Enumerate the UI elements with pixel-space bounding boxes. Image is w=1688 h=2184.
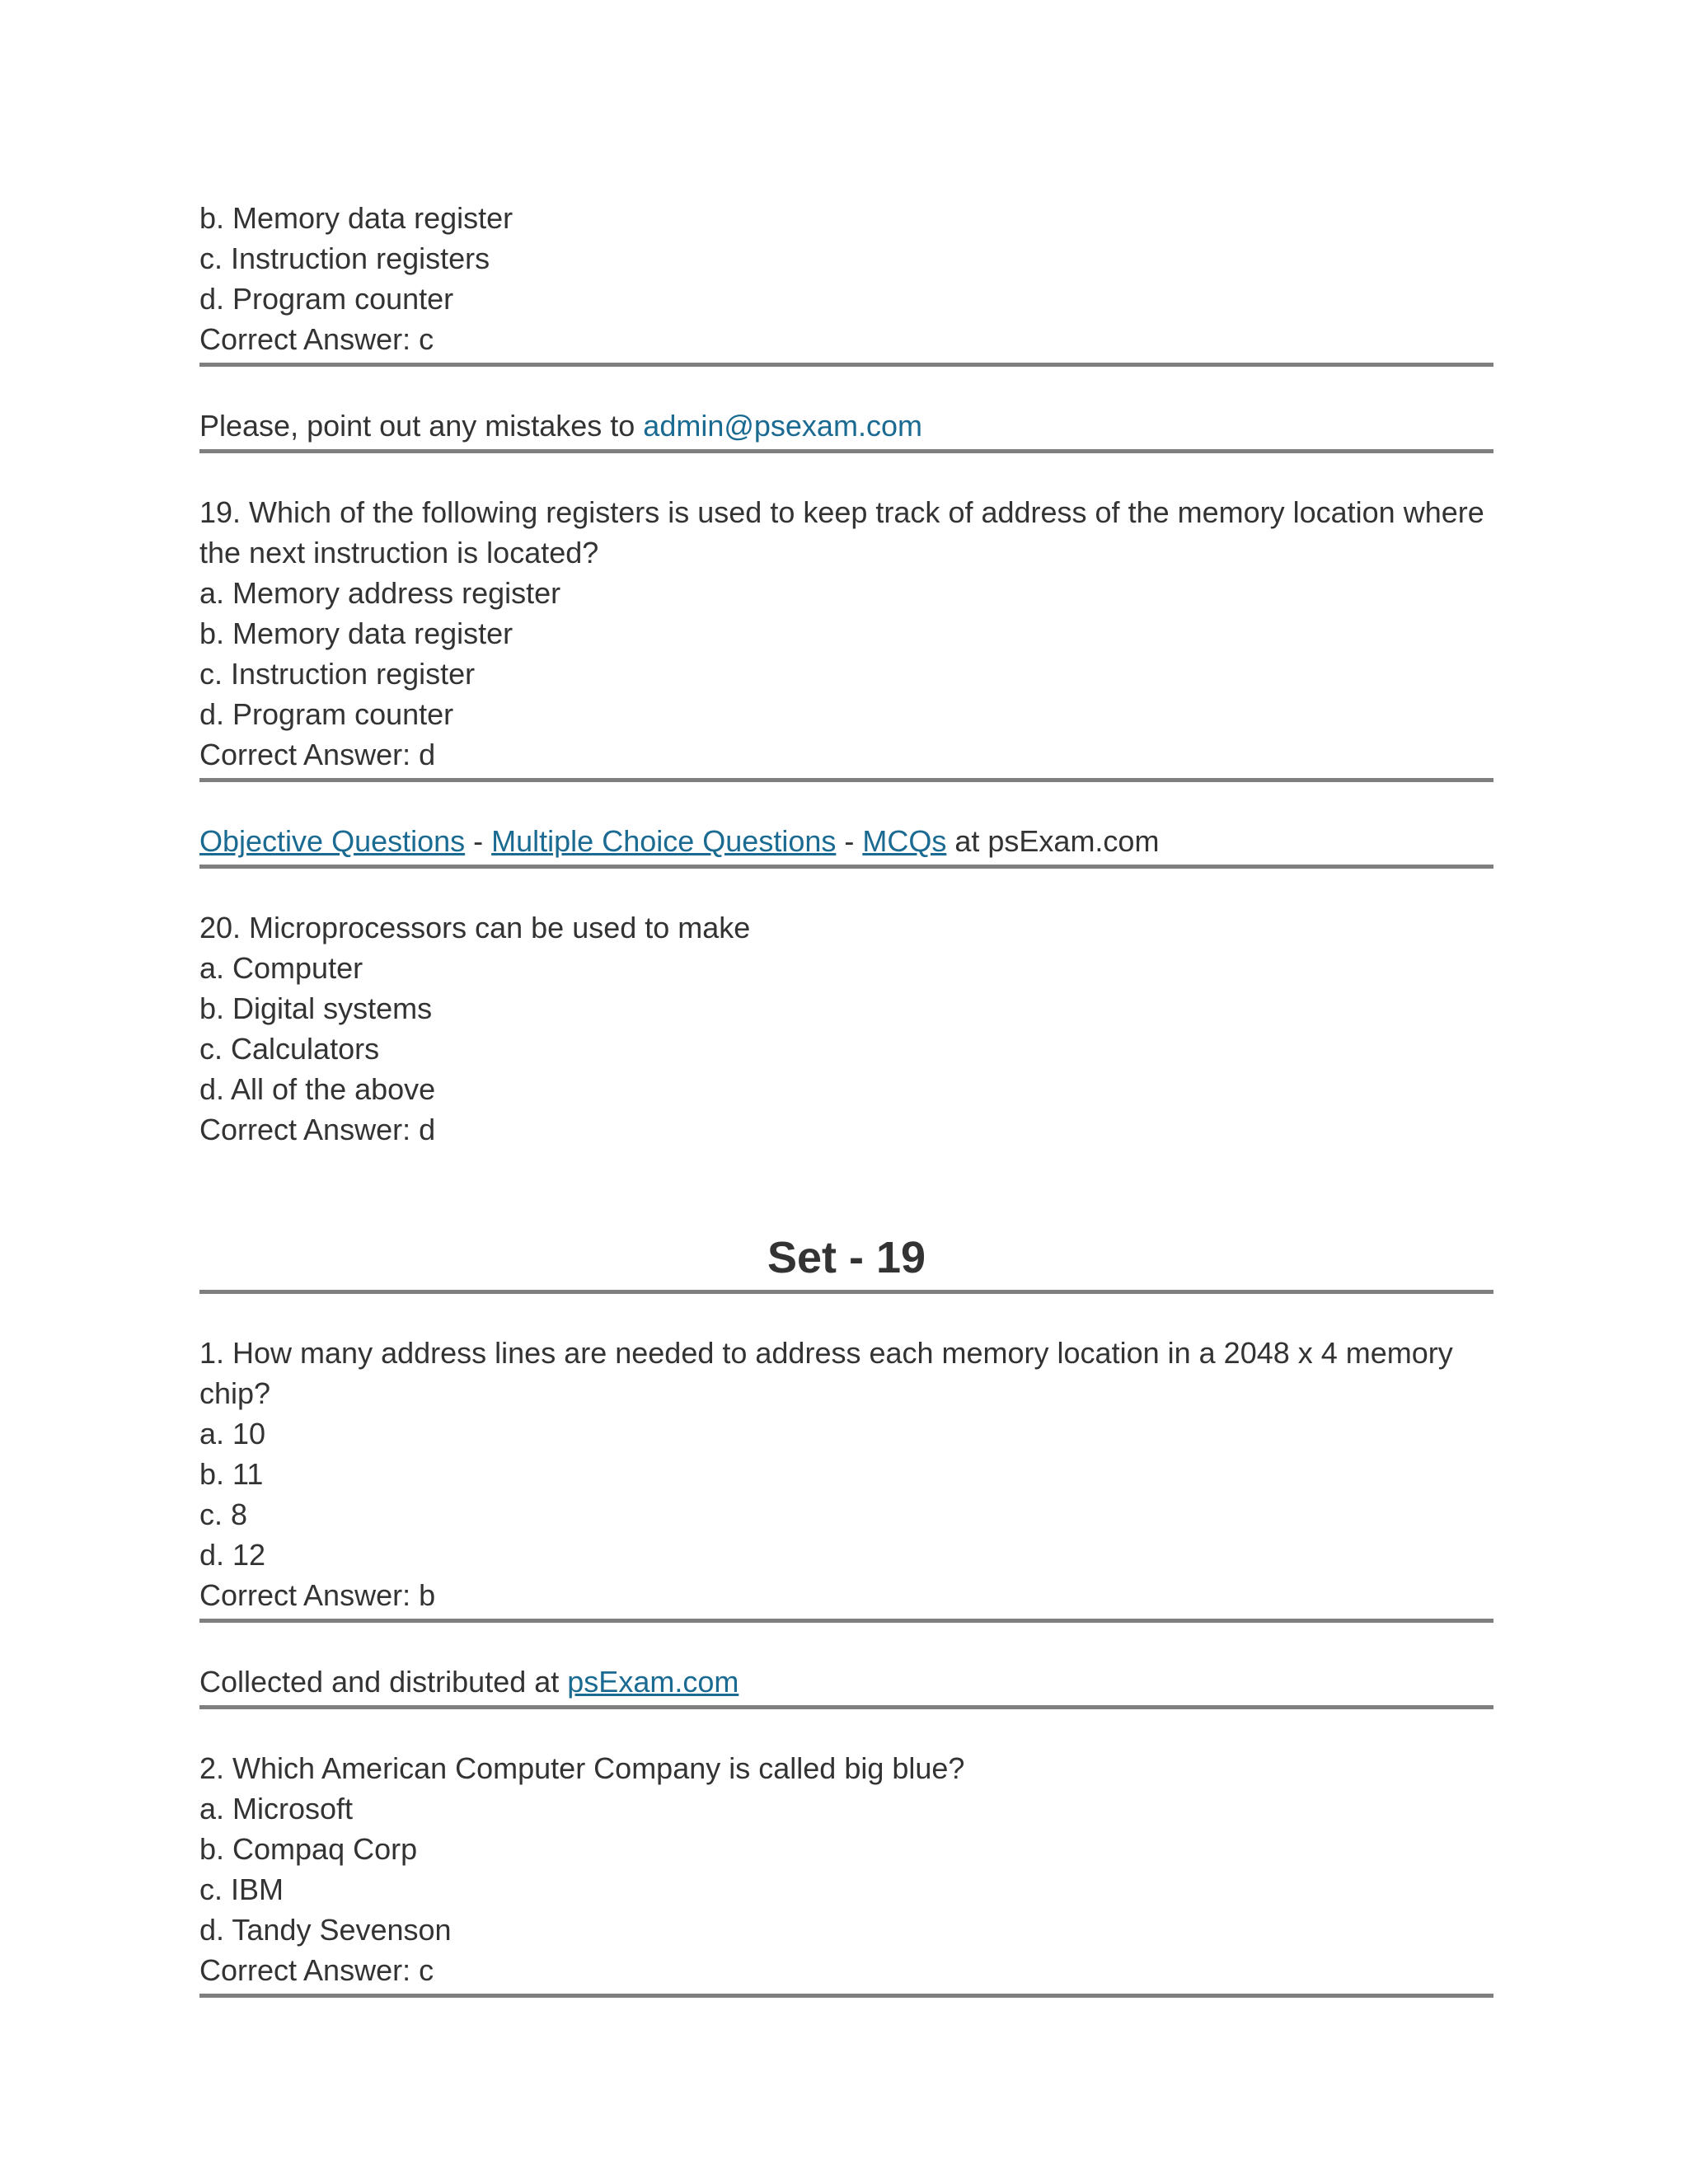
option: c. Instruction registers — [199, 241, 490, 275]
correct-answer: Correct Answer: b — [199, 1578, 436, 1612]
question-block-20 — [199, 907, 1493, 1150]
collected-line — [199, 1661, 1493, 1702]
spacer — [199, 869, 1493, 907]
spacer — [199, 367, 1493, 405]
question-block-prev — [199, 198, 1493, 359]
links-line — [199, 821, 1493, 861]
option: a. Memory address register — [199, 576, 561, 610]
spacer — [199, 1294, 1493, 1333]
option: b. Compaq Corp — [199, 1832, 418, 1866]
option: c. IBM — [199, 1872, 284, 1906]
option: b. Memory data register — [199, 201, 513, 235]
question-block-s19-1 — [199, 1333, 1493, 1615]
spacer — [199, 782, 1493, 821]
option: c. Calculators — [199, 1032, 380, 1066]
question-text: 20. Microprocessors can be used to make — [199, 911, 751, 944]
correct-answer: Correct Answer: c — [199, 1953, 434, 1987]
option: d. All of the above — [199, 1072, 436, 1106]
spacer — [199, 453, 1493, 492]
multiple-choice-questions-link[interactable]: Multiple Choice Questions — [491, 824, 837, 858]
separator: - — [836, 824, 863, 858]
separator: - — [465, 824, 492, 858]
option: d. Program counter — [199, 697, 454, 731]
question-text: 19. Which of the following registers is used to keep track of address of the memory location where the next instruction is located? — [199, 495, 1484, 569]
option: a. Computer — [199, 951, 363, 985]
question-block-19 — [199, 492, 1493, 775]
correct-answer: Correct Answer: d — [199, 1113, 436, 1146]
option: b. Memory data register — [199, 616, 513, 650]
spacer — [199, 1709, 1493, 1748]
option: d. 12 — [199, 1538, 266, 1572]
mcqs-link[interactable]: MCQs — [862, 824, 947, 858]
objective-questions-link[interactable]: Objective Questions — [199, 824, 466, 858]
divider — [199, 1994, 1493, 1998]
document-page — [199, 198, 1493, 1998]
correct-answer: Correct Answer: d — [199, 738, 436, 771]
psexam-link[interactable]: psExam.com — [567, 1665, 739, 1699]
question-block-s19-2 — [199, 1748, 1493, 1990]
collected-text: Collected and distributed at — [199, 1665, 568, 1699]
question-text: 2. Which American Computer Company is called big blue? — [199, 1751, 965, 1785]
option: d. Program counter — [199, 282, 454, 316]
spacer — [199, 1150, 1493, 1229]
spacer — [199, 1623, 1493, 1661]
option: d. Tandy Sevenson — [199, 1913, 452, 1947]
option: c. Instruction register — [199, 657, 476, 691]
option: b. 11 — [199, 1457, 264, 1491]
site-tail-text: at psExam.com — [946, 824, 1160, 858]
option: a. Microsoft — [199, 1792, 354, 1825]
option: a. 10 — [199, 1417, 266, 1451]
mistake-notice — [199, 405, 1493, 446]
set-title: Set - 19 — [767, 1233, 926, 1282]
question-text: 1. How many address lines are needed to address each memory location in a 2048 x 4 memory chip? — [199, 1336, 1453, 1410]
admin-email-link[interactable]: admin@psexam.com — [643, 409, 922, 443]
option: c. 8 — [199, 1497, 248, 1531]
correct-answer: Correct Answer: c — [199, 322, 434, 356]
notice-text: Please, point out any mistakes to — [199, 409, 644, 443]
option: b. Digital systems — [199, 991, 433, 1025]
